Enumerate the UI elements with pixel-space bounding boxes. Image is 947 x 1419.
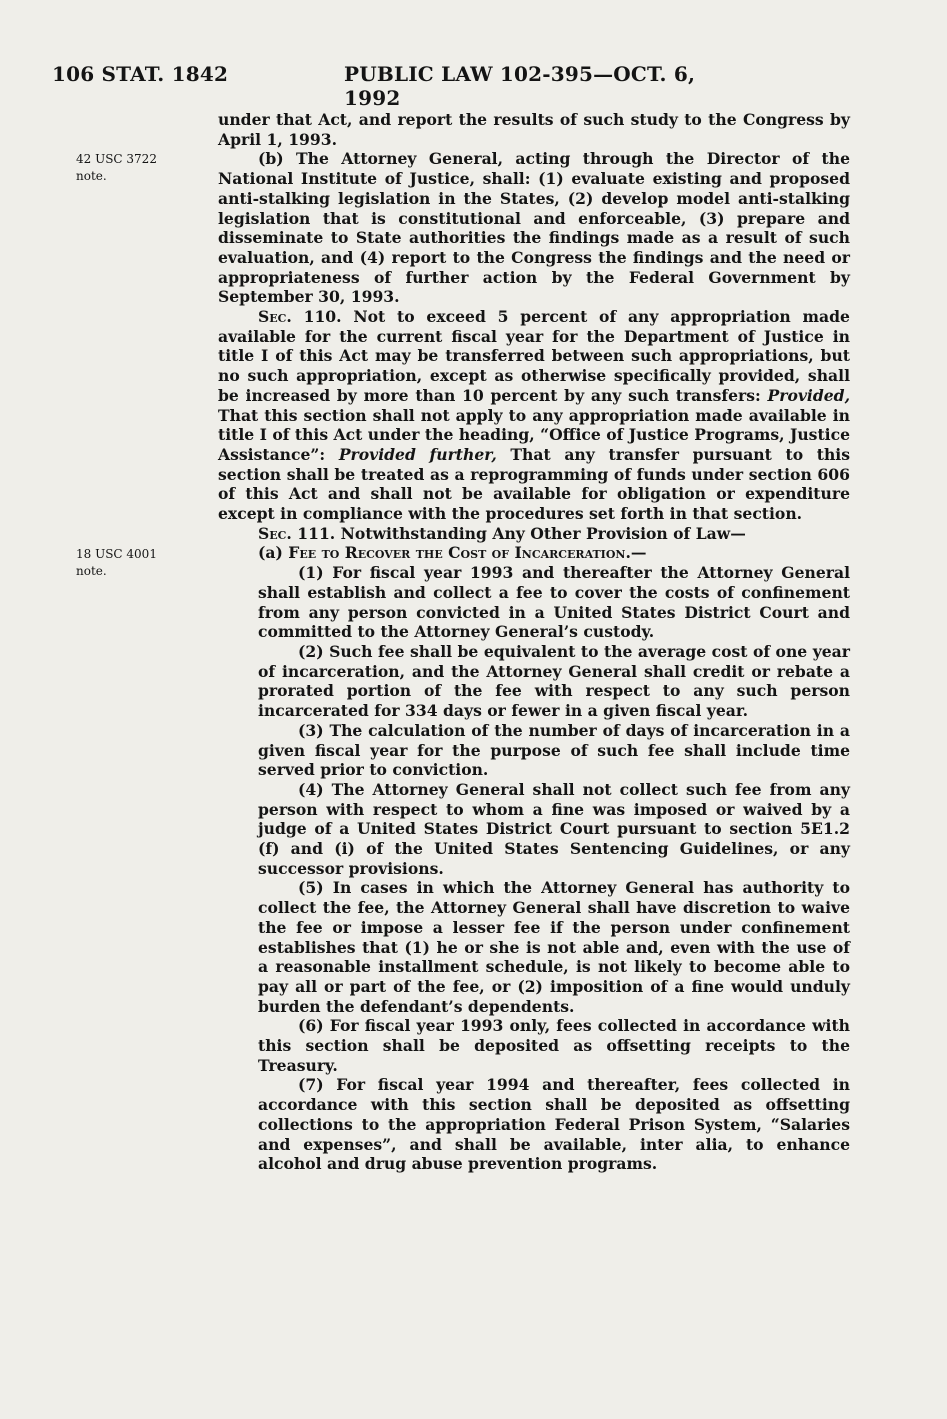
proviso-label: Provided further, bbox=[338, 444, 497, 464]
list-item: (4) The Attorney General shall not collect such fee from any person with respect to whom a fine was imposed or waived by a judge of a United States District Court pursuant to section 5E1.2 (f) and (i) of the United States Sentencing Guidelines, or any successor provisions. bbox=[258, 779, 850, 878]
section-label: Sec. 111. bbox=[258, 523, 336, 543]
page-header bbox=[52, 62, 752, 110]
statute-page-number: 106 STAT. 1842 bbox=[52, 62, 229, 86]
subsection-dash: — bbox=[630, 543, 647, 563]
public-law-title: PUBLIC LAW 102-395—OCT. 6, 1992 bbox=[344, 62, 696, 110]
subsection-heading: Fee to Recover the Cost of Incarceration. bbox=[288, 543, 631, 563]
subsection-a bbox=[218, 543, 850, 563]
paragraph-continuation: under that Act, and report the results of such study to the Congress by April 1, 1993. bbox=[218, 110, 850, 149]
list-item: (3) The calculation of the number of days of incarceration in a given fiscal year for the purpose of such fee shall include time served prior to conviction. bbox=[258, 720, 850, 780]
section-111 bbox=[218, 524, 850, 544]
section-text: Not to exceed 5 percent of any appropriation made available for the current fiscal year for the Department of Justice in title I of this Act may be transferred between such appropriations, but no such appropriation, except as otherwise specifically provided, shall be increased by more than 10 percent by any such transfers: bbox=[218, 307, 850, 405]
paragraph-b: (b) The Attorney General, acting through the Director of the National Institute of Justice, shall: (1) evaluate existing and proposed anti-stalking legislation in the States, (2) develop model anti-stalking legislation that is constitutional and enforceable, (3) prepare and disseminate to State authorities the findings made as a result of such evaluation, and (4) report to the Congress the findings and the need or appropriateness of further action by the Federal Government by September 30, 1993. bbox=[218, 149, 850, 307]
list-item: (6) For fiscal year 1993 only, fees collected in accordance with this section shall be deposited as offsetting receipts to the Treasury. bbox=[258, 1016, 850, 1075]
list-item: (1) For fiscal year 1993 and thereafter the Attorney General shall establish and collect a fee to cover the costs of confinement from any person convicted in a United States District Court and committed to the Attorney General’s custody. bbox=[258, 563, 850, 642]
section-110 bbox=[218, 307, 850, 524]
list-item: (5) In cases in which the Attorney General has authority to collect the fee, the Attorney General shall have discretion to waive the fee or impose a lesser fee if the person under confinement establishes that (1) he or she is not able and, even with the use of a reasonable installment schedule, is not likely to become able to pay all or part of the fee, or (2) imposition of a fine would unduly burden the defendant’s dependents. bbox=[258, 878, 850, 1016]
body-text bbox=[218, 110, 850, 1174]
section-text: Notwithstanding Any Other Provision of Law— bbox=[335, 523, 746, 543]
margin-note-label: note. bbox=[76, 564, 107, 578]
subsection-label: (a) bbox=[258, 543, 289, 563]
section-label: Sec. 110. bbox=[258, 307, 342, 327]
margin-note-citation: 18 USC 4001 bbox=[76, 547, 157, 561]
margin-note-42-usc bbox=[76, 151, 196, 185]
list-item: (7) For fiscal year 1994 and thereafter, fees collected in accordance with this section shall be deposited as offsetting collections to the appropriation Federal Prison System, “Salaries and expenses”, and shall be available, inter alia, to enhance alcohol and drug abuse prevention programs. bbox=[258, 1075, 850, 1174]
proviso-label: Provided, bbox=[767, 385, 850, 405]
margin-note-18-usc bbox=[76, 546, 196, 580]
list-item: (2) Such fee shall be equivalent to the average cost of one year of incarceration, and the Attorney General shall credit or rebate a prorated portion of the fee with respect to any such person incarcerated for 334 days or fewer in a given fiscal year. bbox=[258, 641, 850, 721]
margin-note-citation: 42 USC 3722 bbox=[76, 152, 157, 166]
section-text: That any transfer pursuant to this section shall be treated as a reprogramming of funds under section 606 of this Act and shall not be available for obligation or expenditure except in compliance with the procedures set forth in that section. bbox=[218, 444, 851, 524]
margin-note-label: note. bbox=[76, 169, 107, 183]
section-text: That this section shall not apply to any appropriation made available in title I of this Act under the heading, “Office of Justice Programs, Justice Assistance”: bbox=[218, 405, 850, 464]
